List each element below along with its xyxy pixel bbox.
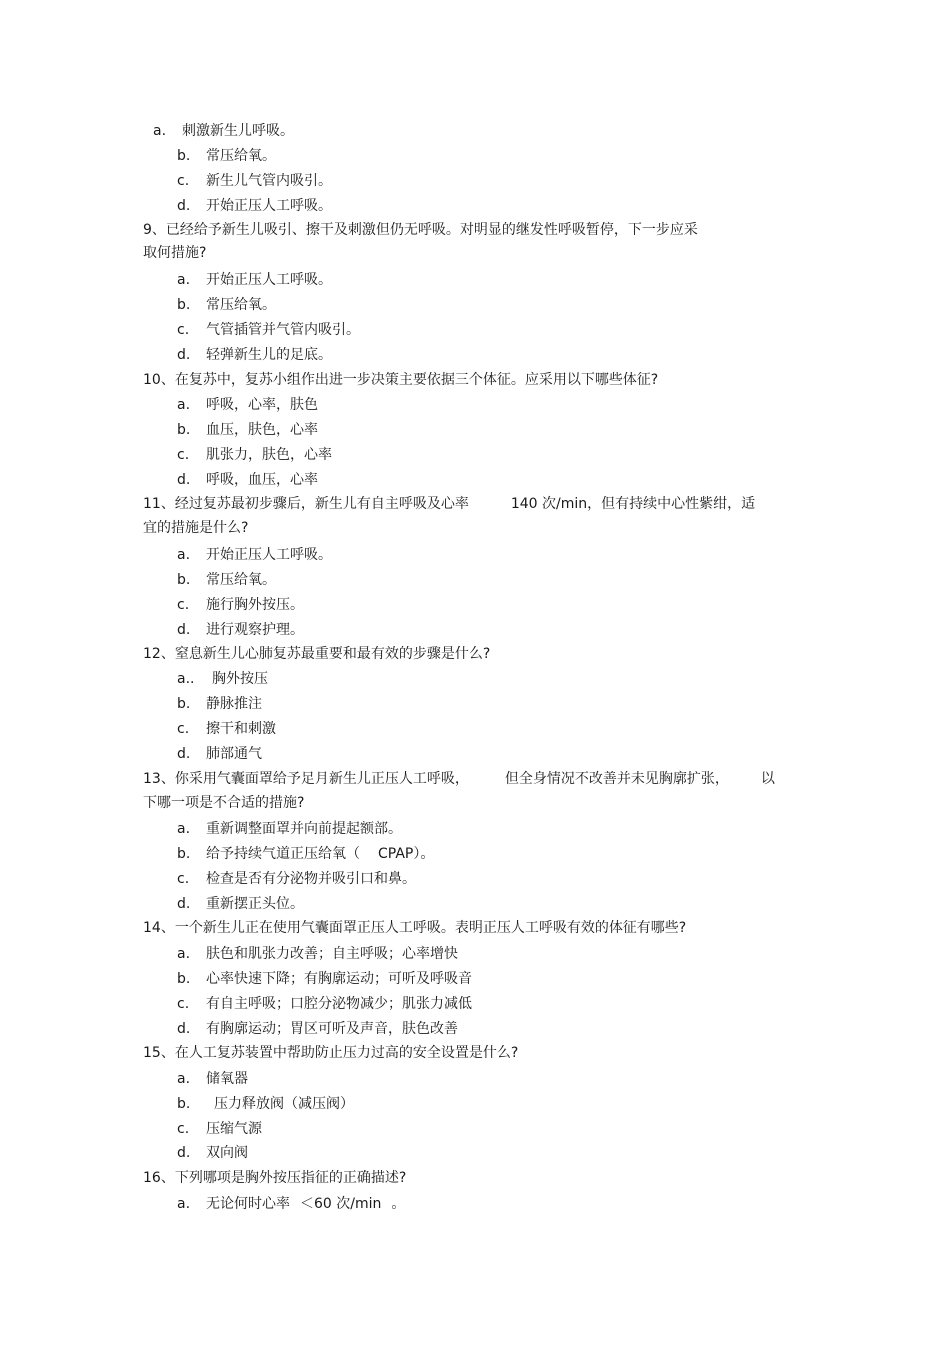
- option-text: 刺激新生儿呼吸。: [182, 123, 294, 139]
- question-11-text-b: 140 次/min，但有持续中心性紫绀，适: [510, 496, 756, 512]
- question-13-line2: 下哪一项是不合适的措施?: [143, 795, 305, 811]
- option-10c: [177, 445, 332, 465]
- option-label: c.: [177, 597, 190, 613]
- question-13-text-a: 13、你采用气囊面罩给予足月新生儿正压人工呼吸，: [143, 771, 469, 787]
- option-13a: [177, 819, 402, 839]
- option-label: a.: [177, 1196, 191, 1212]
- option-9b: [177, 295, 276, 315]
- option-text: 无论何时心率: [206, 1196, 290, 1212]
- option-9d: [177, 345, 332, 365]
- option-10a: [177, 395, 318, 415]
- option-text: 给予持续气道正压给氧（: [206, 846, 360, 862]
- option-text: 常压给氧。: [206, 572, 276, 588]
- option-13c: [177, 869, 416, 889]
- question-14-line1: 14、一个新生儿正在使用气囊面罩正压人工呼吸。表明正压人工呼吸有效的体征有哪些?: [143, 920, 687, 936]
- option-14a: [177, 944, 458, 964]
- option-label: b.: [177, 572, 191, 588]
- question-10-line1: 10、在复苏中，复苏小组作出进一步决策主要依据三个体征。应采用以下哪些体征?: [143, 372, 659, 388]
- option-15a: [177, 1069, 248, 1089]
- option-text: 常压给氧。: [206, 297, 276, 313]
- option-label: c.: [177, 871, 190, 887]
- option-label: c.: [177, 447, 190, 463]
- option-text: 呼吸，心率，肤色: [206, 397, 318, 413]
- option-14d: [177, 1019, 458, 1039]
- option-label: a.: [177, 272, 191, 288]
- question-16-line1: 16、下列哪项是胸外按压指征的正确描述?: [143, 1170, 407, 1186]
- option-label: d.: [177, 198, 191, 214]
- option-text: 开始正压人工呼吸。: [206, 198, 332, 214]
- option-11d: [177, 620, 304, 640]
- option-label: d.: [177, 347, 191, 363]
- option-12a: [177, 669, 268, 689]
- question-13-line1: [143, 769, 775, 789]
- option-11b: [177, 570, 276, 590]
- option-13b: [177, 844, 434, 864]
- question-12-line1: 12、窒息新生儿心肺复苏最重要和最有效的步骤是什么?: [143, 646, 491, 662]
- option-text: 开始正压人工呼吸。: [206, 547, 332, 563]
- option-text: 检查是否有分泌物并吸引口和鼻。: [206, 871, 416, 887]
- option-8a: [153, 121, 294, 141]
- option-13d: [177, 894, 304, 914]
- option-text: 压缩气源: [206, 1121, 262, 1137]
- option-11c: [177, 595, 304, 615]
- option-label: d.: [177, 746, 191, 762]
- option-label: c.: [177, 996, 190, 1012]
- option-label: b.: [177, 297, 191, 313]
- option-text: 常压给氧。: [206, 148, 276, 164]
- option-text: 储氧器: [206, 1071, 248, 1087]
- question-9-line2: 取何措施?: [143, 245, 207, 261]
- option-12d: [177, 744, 262, 764]
- option-text: 双向阀: [206, 1145, 248, 1161]
- option-label: d.: [177, 896, 191, 912]
- option-16a: [177, 1194, 405, 1214]
- question-15-line1: 15、在人工复苏装置中帮助防止压力过高的安全设置是什么?: [143, 1045, 519, 1061]
- question-9-line1: 9、已经给予新生儿吸引、擦干及刺激但仍无呼吸。对明显的继发性呼吸暂停，下一步应采: [143, 222, 698, 238]
- option-14b: [177, 969, 472, 989]
- question-11-text-a: 11、经过复苏最初步骤后，新生儿有自主呼吸及心率: [143, 496, 469, 512]
- option-text: 施行胸外按压。: [206, 597, 304, 613]
- option-label: b.: [177, 148, 191, 164]
- question-13-text-c: 以: [760, 771, 775, 787]
- option-label: a.: [153, 123, 167, 139]
- option-text: 有胸廓运动；胃区可听及声音，肤色改善: [206, 1021, 458, 1037]
- option-label: c.: [177, 1121, 190, 1137]
- option-text-end: 。: [391, 1196, 406, 1212]
- option-text: 肌张力，肤色，心率: [206, 447, 332, 463]
- option-label: c.: [177, 173, 190, 189]
- option-label: a.: [177, 946, 191, 962]
- option-15d: [177, 1143, 248, 1163]
- option-15b: [177, 1094, 354, 1114]
- option-8c: [177, 171, 332, 191]
- option-9c: [177, 320, 360, 340]
- option-text: 呼吸，血压，心率: [206, 472, 318, 488]
- option-label: d.: [177, 472, 191, 488]
- option-label: a..: [177, 671, 195, 687]
- option-label: b.: [177, 1096, 191, 1112]
- option-text: 气管插管并气管内吸引。: [206, 322, 360, 338]
- option-15c: [177, 1119, 262, 1139]
- option-12c: [177, 719, 276, 739]
- option-label: a.: [177, 821, 191, 837]
- option-label: d.: [177, 1021, 191, 1037]
- option-text: 血压，肤色，心率: [206, 422, 318, 438]
- option-text: 擦干和刺激: [206, 721, 276, 737]
- option-label: c.: [177, 322, 190, 338]
- option-text: 压力释放阀（减压阀）: [214, 1096, 354, 1112]
- option-label: b.: [177, 696, 191, 712]
- option-14c: [177, 994, 472, 1014]
- option-label: d.: [177, 1145, 191, 1161]
- option-text: 有自主呼吸；口腔分泌物减少；肌张力减低: [206, 996, 472, 1012]
- option-label: b.: [177, 422, 191, 438]
- option-label: b.: [177, 971, 191, 987]
- option-label: a.: [177, 547, 191, 563]
- option-text: 肺部通气: [206, 746, 262, 762]
- option-text: 胸外按压: [212, 671, 268, 687]
- option-9a: [177, 270, 332, 290]
- option-text: 肤色和肌张力改善；自主呼吸；心率增快: [206, 946, 458, 962]
- option-text: 静脉推注: [206, 696, 262, 712]
- option-8d: [177, 196, 332, 216]
- option-text: 进行观察护理。: [206, 622, 304, 638]
- option-text: 轻弹新生儿的足底。: [206, 347, 332, 363]
- option-label: a.: [177, 397, 191, 413]
- option-text: 新生儿气管内吸引。: [206, 173, 332, 189]
- option-12b: [177, 694, 262, 714]
- option-label: c.: [177, 721, 190, 737]
- option-text: 心率快速下降；有胸廓运动；可听及呼吸音: [206, 971, 472, 987]
- option-label: d.: [177, 622, 191, 638]
- question-11-line1: [143, 494, 755, 514]
- question-11-line2: 宜的措施是什么?: [143, 520, 249, 536]
- option-text: 重新调整面罩并向前提起额部。: [206, 821, 402, 837]
- option-label: b.: [177, 846, 191, 862]
- option-text: 重新摆正头位。: [206, 896, 304, 912]
- question-13-text-b: 但全身情况不改善并未见胸廓扩张，: [504, 771, 729, 787]
- option-label: a.: [177, 1071, 191, 1087]
- option-8b: [177, 146, 276, 166]
- option-text-value: ＜60 次/min: [300, 1196, 382, 1212]
- option-11a: [177, 545, 332, 565]
- option-10d: [177, 470, 318, 490]
- option-10b: [177, 420, 318, 440]
- option-text: 开始正压人工呼吸。: [206, 272, 332, 288]
- option-text-cpap: CPAP）。: [378, 846, 435, 862]
